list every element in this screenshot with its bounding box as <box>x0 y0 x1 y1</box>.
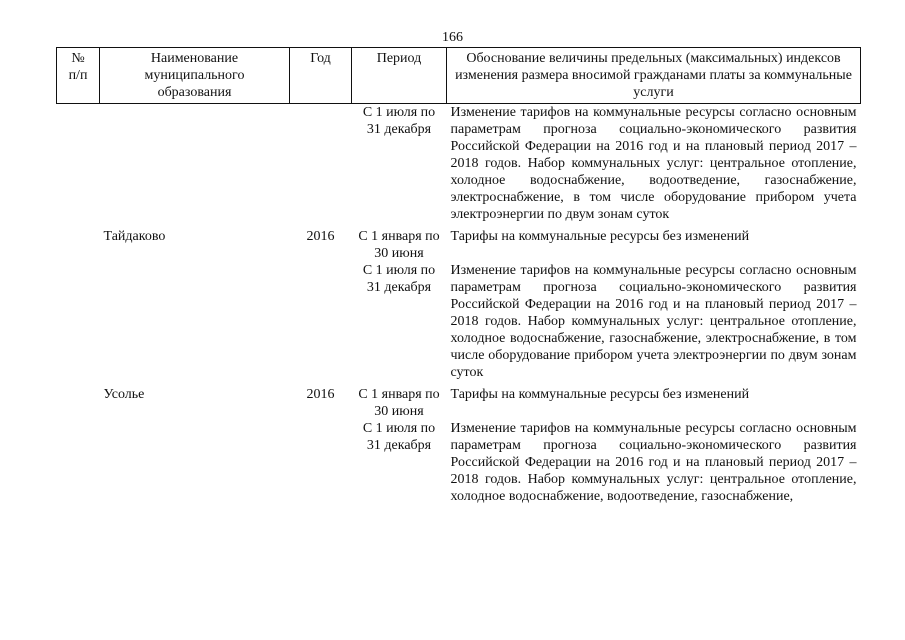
cell-period: С 1 июля по 31 декабря <box>362 421 436 453</box>
cell-basis: Изменение тарифов на коммунальные ресурсы согласно основным параметрам прогноза социально-экономического развития Российской Федерации на 2016 год и на плановый период 2017 – 2018 годов. Набор коммунальных услуг: центральное отопление, холодное водоснабжение, водоотведение, газоснабжение, <box>450 421 857 504</box>
page-number: 166 <box>442 30 463 45</box>
cell-period: С 1 января по 30 июня <box>358 229 440 261</box>
cell-name: Тайдаково <box>103 229 166 244</box>
cell-name <box>100 104 290 224</box>
cell-basis: Изменение тарифов на коммунальные ресурсы согласно основным параметрам прогноза социально-экономического развития Российской Федерации на 2016 год и на плановый период 2017 – 2018 годов. Набор коммунальных услуг: центральное отопление, холодное водоснабжение, газоснабжение, электроснабжение, в том числе оборудование прибором учета электроэнергии по двум зонам суток <box>450 263 857 380</box>
cell-basis: Изменение тарифов на коммунальные ресурсы согласно основным параметрам прогноза социально-экономического развития Российской Федерации на 2016 год и на плановый период 2017 – 2018 годов. Набор коммунальных услуг: центральное отопление, холодное водоснабжение, водоотведение, газоснабжение, электроснабжение, в том числе оборудование прибором учета электроэнергии по двум зонам суток <box>450 105 857 222</box>
header-year: Год <box>290 48 352 104</box>
table-row <box>57 223 861 262</box>
cell-name <box>100 262 290 381</box>
cell-period: С 1 июля по 31 декабря <box>362 263 436 295</box>
tariff-table <box>56 47 861 505</box>
header-name: Наименование муниципального образования <box>100 48 290 104</box>
cell-year <box>290 262 352 381</box>
cell-num <box>57 420 100 505</box>
table-row <box>57 262 861 381</box>
header-num: № п/п <box>57 48 100 104</box>
cell-basis: Тарифы на коммунальные ресурсы без изменений <box>450 387 750 402</box>
cell-year <box>290 104 352 224</box>
cell-num <box>57 223 100 262</box>
cell-num <box>57 381 100 420</box>
table-header <box>57 48 861 104</box>
cell-num <box>57 262 100 381</box>
cell-year <box>290 420 352 505</box>
cell-num <box>57 104 100 224</box>
table-row <box>57 104 861 224</box>
cell-year: 2016 <box>306 387 335 402</box>
cell-year: 2016 <box>306 229 335 244</box>
cell-period: С 1 июля по 31 декабря <box>362 105 436 137</box>
table-row <box>57 381 861 420</box>
cell-name: Усолье <box>103 387 145 402</box>
cell-name <box>100 420 290 505</box>
header-basis: Обоснование величины предельных (максимальных) индексов изменения размера вносимой гражданами платы за коммунальные услуги <box>447 48 861 104</box>
cell-basis: Тарифы на коммунальные ресурсы без изменений <box>450 229 750 244</box>
header-period: Период <box>352 48 447 104</box>
cell-period: С 1 января по 30 июня <box>358 387 440 419</box>
table-row <box>57 420 861 505</box>
